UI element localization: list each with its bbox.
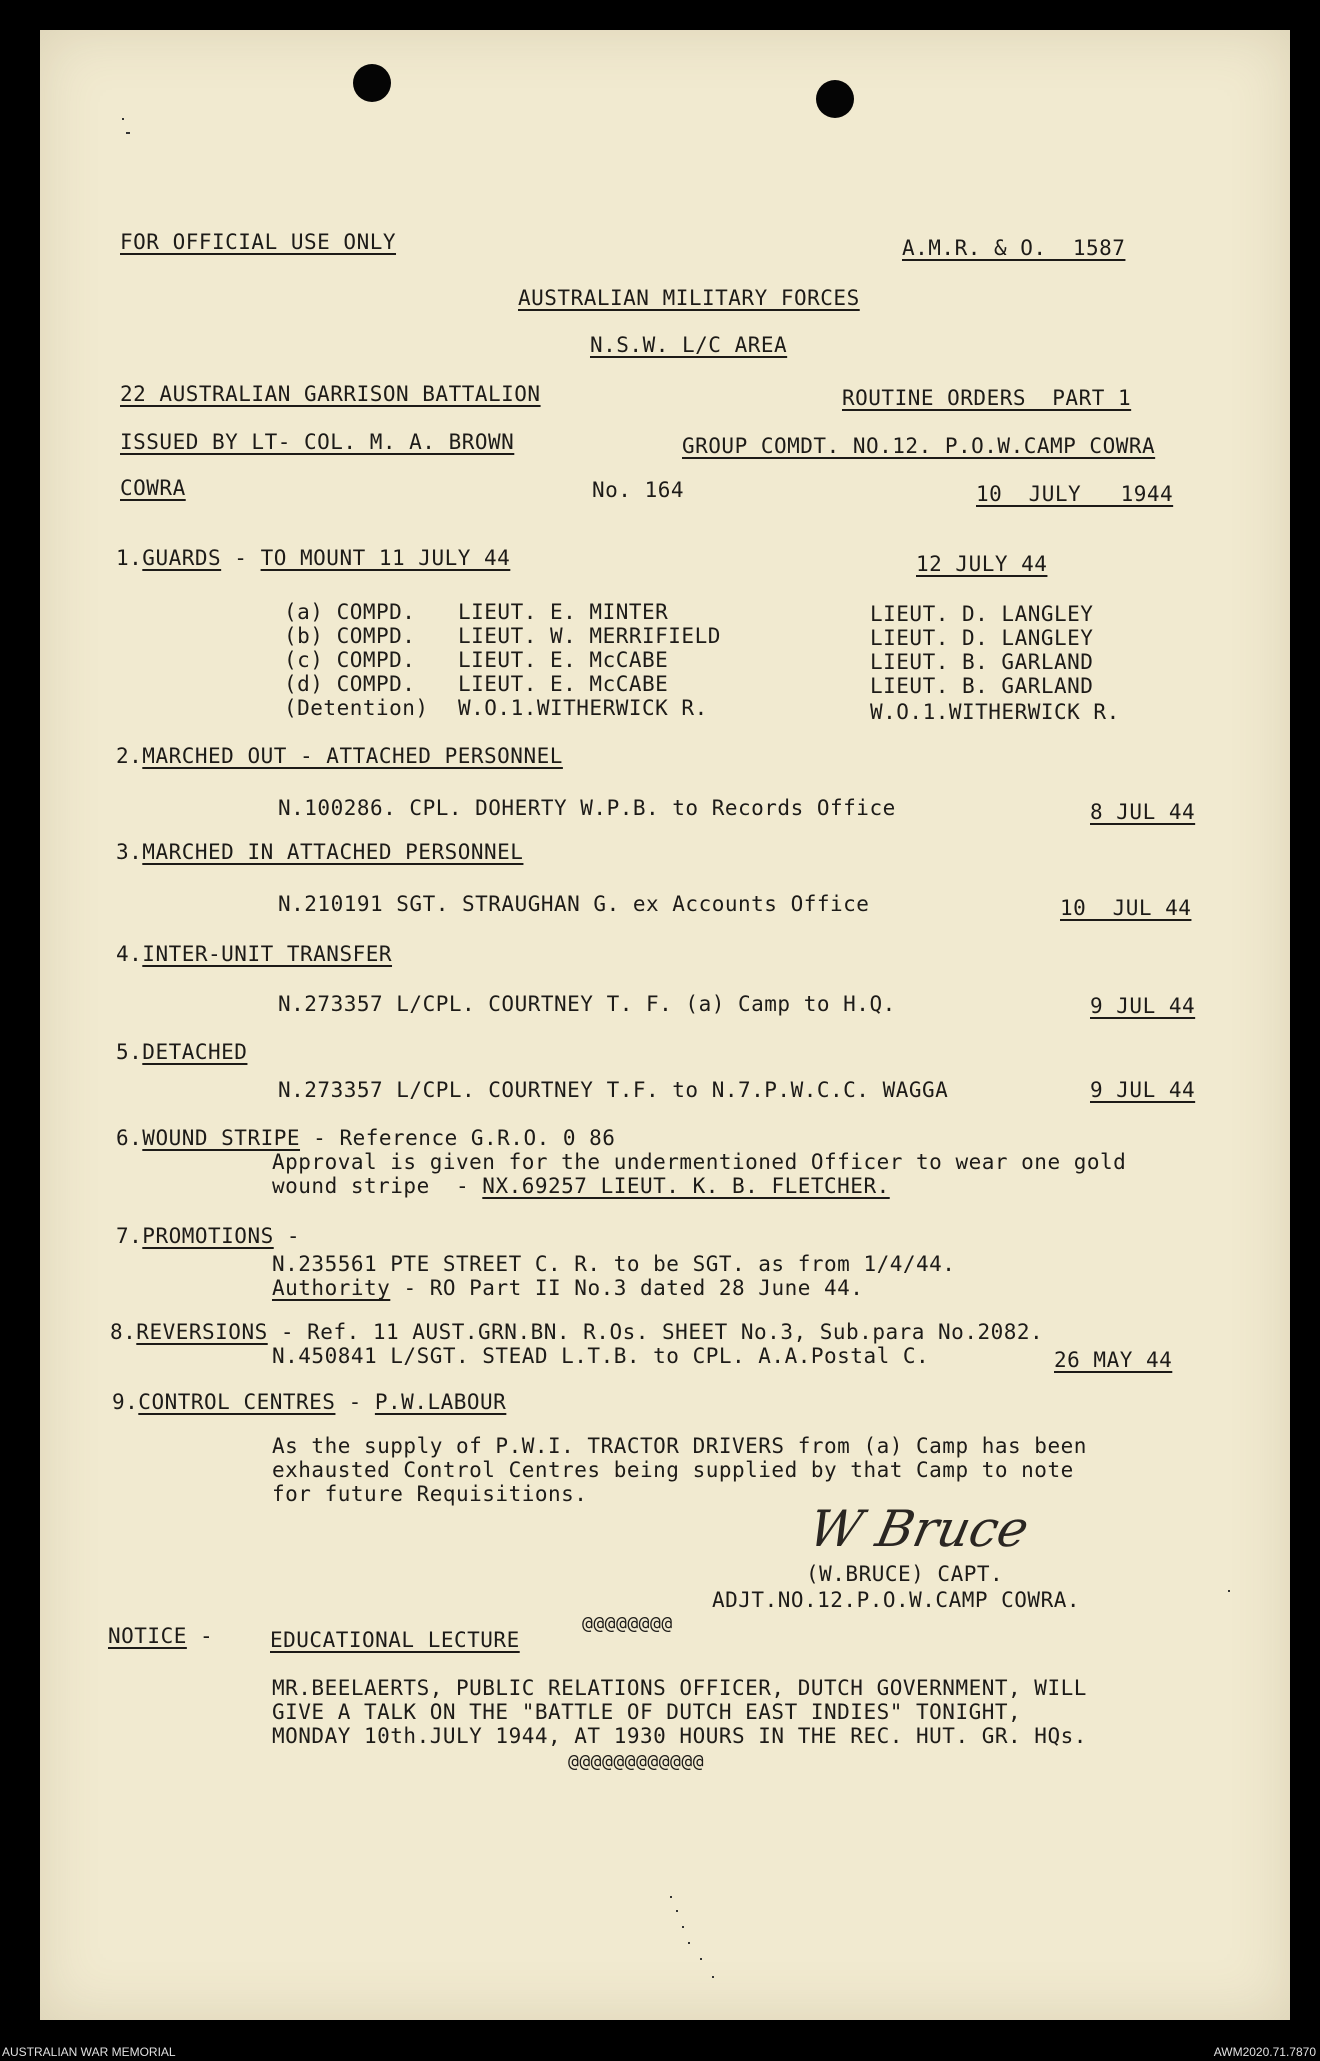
notice-text-3: MONDAY 10th.JULY 1944, AT 1930 HOURS IN THE REC. HUT. GR. HQs. — [272, 1724, 1087, 1748]
battalion-name: 22 AUSTRALIAN GARRISON BATTALION — [120, 382, 541, 406]
order-number: No. 164 — [592, 478, 685, 502]
marched-in-heading: 3.MARCHED IN ATTACHED PERSONNEL — [116, 840, 524, 864]
notice-rule: @@@@@@@@@@@@ — [568, 1751, 705, 1772]
notice-text-1: MR.BEELAERTS, PUBLIC RELATIONS OFFICER, DUTCH GOVERNMENT, WILL — [272, 1676, 1087, 1700]
separator-rule: @@@@@@@@ — [582, 1613, 673, 1634]
guard-post: (c) COMPD. — [284, 648, 416, 672]
punch-hole-right — [816, 80, 854, 118]
guard-officer-first: LIEUT. E. McCABE — [458, 648, 669, 672]
document-page — [40, 30, 1290, 2020]
order-date: 10 JULY 1944 — [976, 482, 1174, 506]
guard-officer-second: LIEUT. B. GARLAND — [870, 650, 1094, 674]
promotion-authority: Authority - RO Part II No.3 dated 28 June 44. — [272, 1276, 864, 1300]
guards-heading: 1.GUARDS - TO MOUNT 11 JULY 44 — [116, 546, 511, 570]
reversion-date: 26 MAY 44 — [1054, 1348, 1173, 1372]
control-centres-heading: 9.CONTROL CENTRES - P.W.LABOUR — [112, 1390, 507, 1414]
guard-post: (Detention) — [284, 696, 429, 720]
guard-officer-first: W.O.1.WITHERWICK R. — [458, 696, 708, 720]
guards-second-date: 12 JULY 44 — [916, 552, 1048, 576]
detached-heading: 5.DETACHED — [116, 1040, 248, 1064]
signatory-name: (W.BRUCE) CAPT. — [806, 1562, 1004, 1586]
wound-stripe-heading: 6.WOUND STRIPE - Reference G.R.O. 0 86 — [116, 1126, 616, 1150]
area-title: N.S.W. L/C AREA — [590, 333, 788, 357]
guard-officer-second: LIEUT. B. GARLAND — [870, 674, 1094, 698]
place-name: COWRA — [120, 476, 186, 500]
wound-stripe-officer: wound stripe - NX.69257 LIEUT. K. B. FLETCHER. — [272, 1174, 890, 1198]
reference-number: A.M.R. & O. 1587 — [902, 236, 1126, 260]
guard-officer-first: LIEUT. E. MINTER — [458, 600, 669, 624]
official-use-label: FOR OFFICIAL USE ONLY — [120, 230, 397, 254]
marched-out-date: 8 JUL 44 — [1090, 800, 1196, 824]
guard-post: (b) COMPD. — [284, 624, 416, 648]
guard-officer-second: LIEUT. D. LANGLEY — [870, 626, 1094, 650]
signatory-title: ADJT.NO.12.P.O.W.CAMP COWRA. — [712, 1588, 1081, 1612]
promotion-entry: N.235561 PTE STREET C. R. to be SGT. as from 1/4/44. — [272, 1252, 956, 1276]
routine-orders-label: ROUTINE ORDERS PART 1 — [842, 386, 1132, 410]
marched-in-entry: N.210191 SGT. STRAUGHAN G. ex Accounts Office — [278, 892, 870, 916]
guard-post: (d) COMPD. — [284, 672, 416, 696]
transfer-heading: 4.INTER-UNIT TRANSFER — [116, 942, 393, 966]
promotions-heading: 7.PROMOTIONS - — [116, 1224, 301, 1248]
issued-by: ISSUED BY LT- COL. M. A. BROWN — [120, 430, 515, 454]
reversion-entry: N.450841 L/SGT. STEAD L.T.B. to CPL. A.A.Postal C. — [272, 1344, 930, 1368]
notice-title: EDUCATIONAL LECTURE — [270, 1628, 520, 1652]
detached-date: 9 JUL 44 — [1090, 1078, 1196, 1102]
detached-entry: N.273357 L/CPL. COURTNEY T.F. to N.7.P.W.C.C. WAGGA — [278, 1078, 949, 1102]
transfer-date: 9 JUL 44 — [1090, 994, 1196, 1018]
marched-out-heading: 2.MARCHED OUT - ATTACHED PERSONNEL — [116, 744, 563, 768]
marched-in-date: 10 JUL 44 — [1060, 896, 1192, 920]
notice-text-2: GIVE A TALK ON THE "BATTLE OF DUTCH EAST INDIES" TONIGHT, — [272, 1700, 1022, 1724]
reversions-heading: 8.REVERSIONS - Ref. 11 AUST.GRN.BN. R.Os. SHEET No.3, Sub.para No.2082. — [110, 1320, 1044, 1344]
forces-title: AUSTRALIAN MILITARY FORCES — [518, 286, 860, 310]
footer-reference: AWM2020.71.7870 — [1213, 2045, 1316, 2059]
notice-heading: NOTICE - — [108, 1624, 214, 1648]
marched-out-entry: N.100286. CPL. DOHERTY W.P.B. to Records Office — [278, 796, 896, 820]
guard-officer-first: LIEUT. W. MERRIFIELD — [458, 624, 721, 648]
handwritten-signature: W Bruce — [803, 1500, 1034, 1558]
punch-hole-left — [353, 64, 391, 102]
guard-post: (a) COMPD. — [284, 600, 416, 624]
footer-source: AUSTRALIAN WAR MEMORIAL — [2, 2045, 176, 2059]
control-centres-text-1: As the supply of P.W.I. TRACTOR DRIVERS from (a) Camp has been — [272, 1434, 1087, 1458]
control-centres-text-2: exhausted Control Centres being supplied by that Camp to note — [272, 1458, 1074, 1482]
guard-officer-second: LIEUT. D. LANGLEY — [870, 602, 1094, 626]
group-commandant: GROUP COMDT. NO.12. P.O.W.CAMP COWRA — [682, 434, 1156, 458]
guard-officer-second: W.O.1.WITHERWICK R. — [870, 700, 1120, 724]
control-centres-text-3: for future Requisitions. — [272, 1482, 588, 1506]
wound-stripe-approval: Approval is given for the undermentioned Officer to wear one gold — [272, 1150, 1127, 1174]
transfer-entry: N.273357 L/CPL. COURTNEY T. F. (a) Camp to H.Q. — [278, 992, 896, 1016]
guard-officer-first: LIEUT. E. McCABE — [458, 672, 669, 696]
